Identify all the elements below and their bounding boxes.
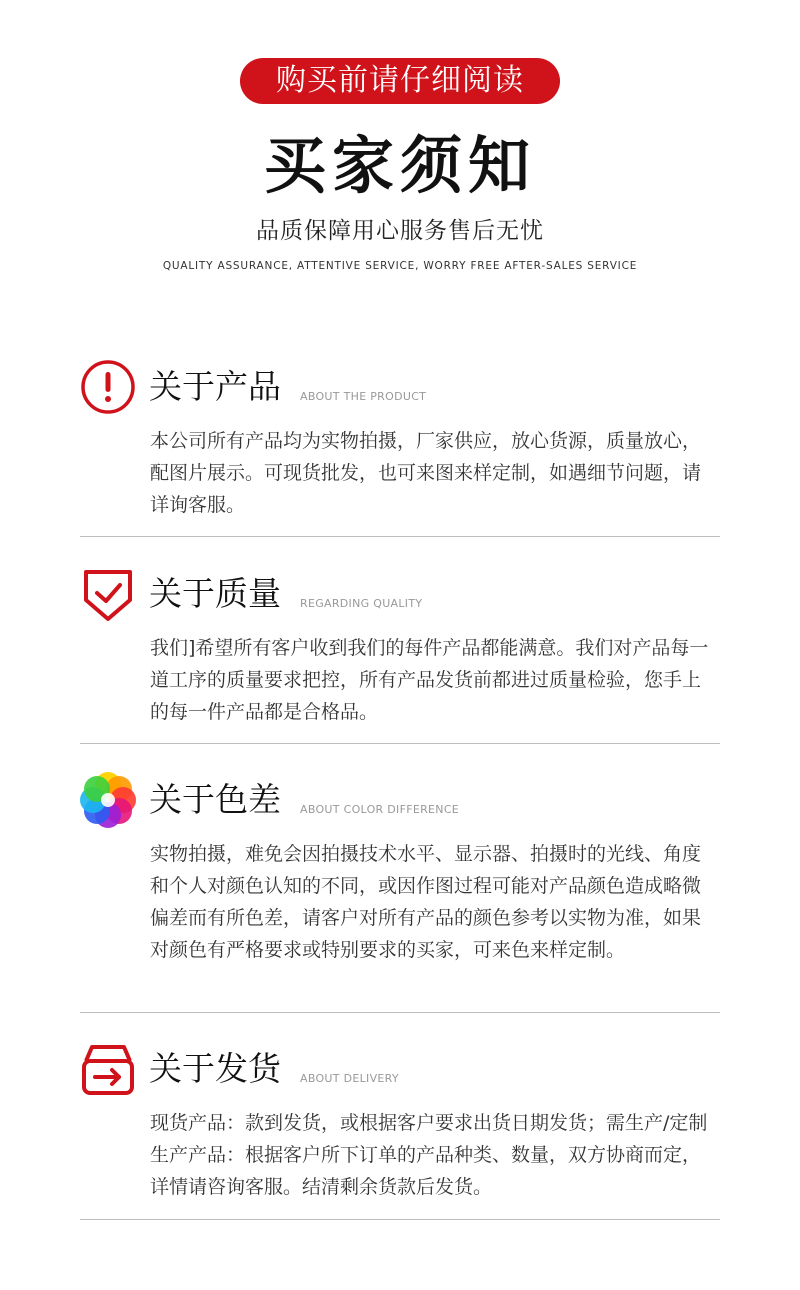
section-delivery	[80, 1037, 720, 1220]
shield-check-icon	[80, 566, 136, 622]
section-body: 我们]希望所有客户收到我们的每件产品都能满意。我们对产品每一道工序的质量要求把控，所有产品发货前都进过质量检验，您手上的每一件产品都是合格品。	[150, 637, 709, 723]
delivery-box-icon	[80, 1041, 136, 1097]
section-color-difference	[80, 768, 720, 1013]
section-heading-english: REGARDING QUALITY	[300, 597, 423, 610]
section-heading: 关于质量	[149, 574, 281, 613]
page-subtitle-english: QUALITY ASSURANCE, ATTENTIVE SERVICE, WORRY FREE AFTER-SALES SERVICE	[162, 260, 638, 272]
exclamation-circle-icon	[80, 359, 136, 415]
section-heading: 关于发货	[149, 1049, 281, 1088]
section-body: 实物拍摄，难免会因拍摄技术水平、显示器、拍摄时的光线、角度和个人对颜色认知的不同，或因作图过程可能对产品颜色造成略微偏差而有所色差，请客户对所有产品的颜色参考以实物为准，如果对颜色有严格要求或特别要求的买家，可来色来样定制。	[150, 843, 702, 961]
section-quality	[80, 562, 720, 744]
page-title: 买家须知	[263, 129, 536, 202]
read-before-purchase-banner: 购买前请仔细阅读	[240, 58, 560, 104]
section-heading-english: ABOUT THE PRODUCT	[300, 390, 427, 403]
section-heading: 关于产品	[149, 367, 281, 406]
page-subtitle: 品质保障用心服务售后无忧	[256, 218, 544, 244]
section-body: 本公司所有产品均为实物拍摄，厂家供应，放心货源，质量放心，配图片展示。可现货批发，也可来图来样定制，如遇细节问题，请详询客服。	[150, 430, 702, 516]
section-body: 现货产品：款到发货，或根据客户要求出货日期发货；需生产/定制生产产品：根据客户所下订单的产品种类、数量，双方协商而定，详情请咨询客服。结清剩余货款后发货。	[150, 1112, 708, 1198]
color-wheel-icon	[80, 772, 136, 828]
section-heading-english: ABOUT DELIVERY	[300, 1072, 399, 1085]
section-heading-english: ABOUT COLOR DIFFERENCE	[300, 803, 460, 816]
section-about-product	[80, 355, 720, 537]
section-heading: 关于色差	[149, 780, 281, 819]
